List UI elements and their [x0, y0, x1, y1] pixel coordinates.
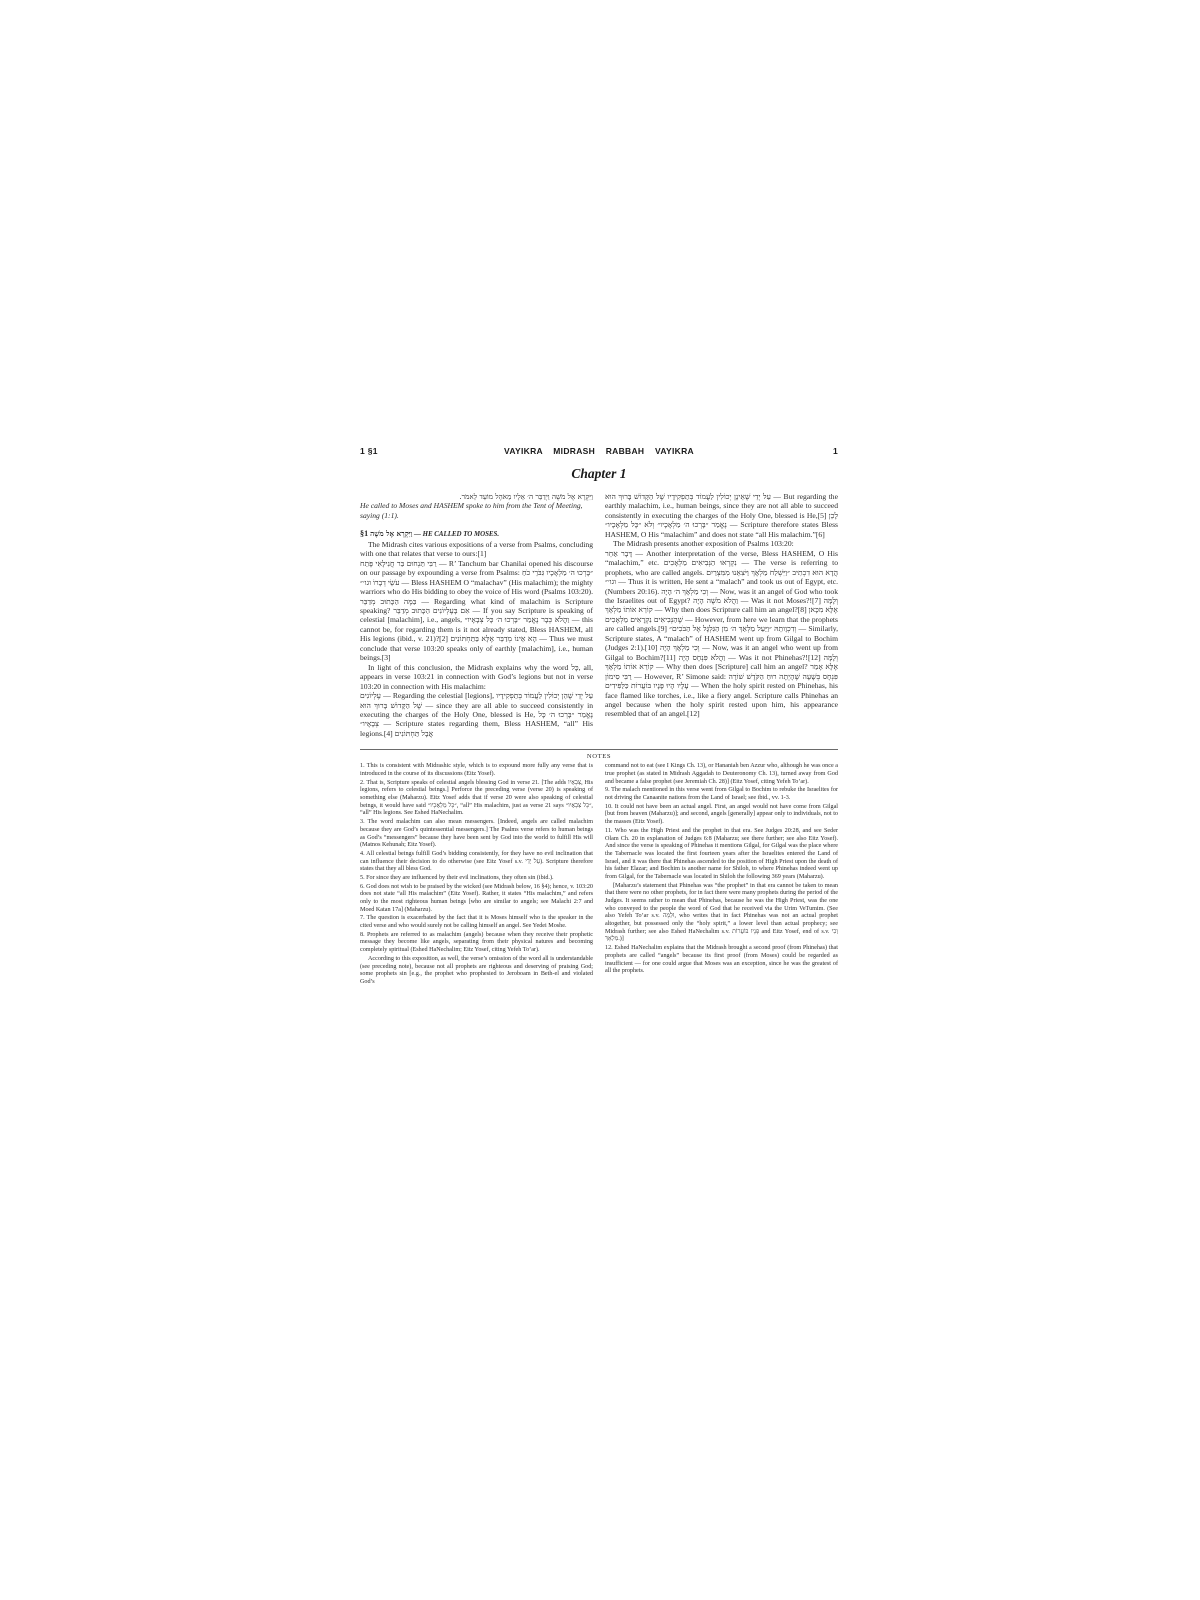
note: 10. It could not have been an actual angel. First, an angel would not have come from Gilgal [but from heaven (Maharzu)]; and second, angels [generally] appear only to individuals, not to the masses (Eitz Yosef). — [605, 803, 838, 826]
note: [Maharzu’s statement that Phinehas was “the prophet” in that era cannot be taken to mean that there were no other prophets, for in fact there were many prophets during the period of the Judges. It seems rather to mean that Phinehas, because he was the High Priest, was the one who conveyed to the people the word of God that he received via the Urim VeTumim. (See also Yefeh To’ar s.v. וּלְמָה, who writes that in fact Phinehas was not an actual prophet altogether, but possessed only the “holy spirit,” a lower level than actual prophecy; see Midrash further; see also Eshed HaNechalim s.v. פָּנָיו בּוֹעֲרוֹת and Eitz Yosef, end of s.v. וְכִי מַלְאָךְ.)] — [605, 882, 838, 943]
note: 12. Eshed HaNechalim explains that the Midrash brought a second proof (from Phinehas) that prophets are called “angels” because its first proof (from Moses) could be regarded as insufficient — for one could argue that Moses was an exception, since he was the greatest of all the prophets. — [605, 945, 838, 975]
verse-hebrew: וַיִּקְרָא אֶל מֹשֶׁה וַיְדַבֵּר ה׳ אֵלָיו מֵאֹהֶל מוֹעֵד לֵאמֹר. — [459, 492, 593, 501]
running-head — [360, 446, 838, 460]
note: 11. Who was the High Priest and the prophet in that era. See Judges 20:28, and see Seder Olam Ch. 20 in explanation of Judges 6:8 (Maharzu; see there further; see also Eitz Yosef). And since the verse is speaking of Phinehas it mentions Gilgal, for Gilgal was the place where the Tabernacle was located the first fourteen years after the Israelites entered the Land of Israel, and it was there that Phinehas ascended to the position of High Priest upon the death of his father Elazar; and Bochim is another name for Shiloh, to where Phinehas indeed went up from Gilgal, for the Tabernacle was located in Shiloh the following 369 years (Maharzu). — [605, 827, 838, 880]
right-column — [605, 492, 838, 738]
running-head-page-number: 1 — [832, 446, 838, 456]
note: 3. The word malachim can also mean messengers. [Indeed, angels are called malachim because they are God’s quintessential messengers.] The Psalms verse refers to human beings as God’s “messengers” because they have been sent by God into the world to fulfill His will (Matnos Kehunah; Eitz Yosef). — [360, 819, 593, 849]
note: According to this exposition, as well, the verse’s omission of the word all is understandable (see preceding note), because not all prophets are righteous and deserving of praising God; some prophets sin [e.g., the prophet who prophesied to Jeroboam in Beth-el and violated God’s — [360, 955, 593, 985]
section-hebrew: וַיִּקְרָא אֶל מֹשֶׁה — [370, 529, 413, 539]
note: 5. For since they are influenced by their evil inclinations, they often sin (ibid.). — [360, 874, 554, 881]
notes-title: NOTES — [586, 753, 612, 761]
paragraph: In light of this conclusion, the Midrash explains why the word כָּל, all, appears in verse 103:21 in connection with God’s legions but not in verse 103:20 in connection with His malachim: — [360, 662, 593, 691]
chapter-title: Chapter 1 — [571, 466, 627, 481]
verse-block — [360, 492, 593, 520]
paragraph: עֶלְיוֹנִים — Regarding the celestial [legions], עַל יְדֵי שֶׁהֵן יְכוֹלִין לַעֲמוֹד בְּתַפְקִידָיו שֶׁל הַקָּדוֹשׁ בָּרוּךְ הוּא — since they are all able to succeed consistently in executing the charges of the Holy One, blessed is He, נֶאֱמַר ״בָּרְכוּ ה׳ כָּל צְבָאָיו״ — Scripture states regarding them, Bless HASHEM, “all” His legions.[4] אֲבָל תַּחְתּוֹנִים — [360, 691, 593, 738]
paragraph: The Midrash cites various expositions of a verse from Psalms, concluding with one that relates that verse to ours:[1] — [360, 539, 593, 559]
running-head-left: 1 §1 — [360, 446, 378, 456]
note: 1. This is consistent with Midrashic style, which is to expound more fully any verse that is introduced in the course of its discussions (Eitz Yosef). — [360, 763, 593, 778]
note: 7. The question is exacerbated by the fact that it is Moses himself who is the speaker in the cited verse and who would surely not be calling himself an angel. See Yedei Moshe. — [360, 915, 593, 930]
notes-divider — [360, 749, 838, 750]
note: 8. Prophets are referred to as malachim (angels) because when they receive their prophetic message they become like angels, separating from their physical natures and becoming completely spiritual (Eshed HaNechalim; Eitz Yosef, citing Yefeh To’ar). — [360, 931, 593, 954]
paragraph: עַל יְדֵי שֶׁאֵינָן יְכוֹלִין לַעֲמוֹד בְּתַפְקִידָיו שֶׁל הַקָּדוֹשׁ בָּרוּךְ הוּא — But regarding the earthly malachim, i.e., human beings, since they are not all able to succeed consistently in executing the charges of the Holy One, blessed is He,[5] לָכֵן נֶאֱמַר ״בָּרְכוּ ה׳ מַלְאָכָיו״ וְלֹא ״כָּל מַלְאָכָיו״ — Scripture therefore states Bless HASHEM, O His “malachim” and does not state “all His malachim.”[6] — [605, 492, 838, 539]
section-heading — [360, 529, 593, 539]
verse-english: He called to Moses and HASHEM spoke to him from the Tent of Meeting, saying (1:1). — [360, 501, 583, 520]
main-text — [360, 492, 838, 738]
paragraph: דָּבָר אַחֵר — Another interpretation of the verse, Bless HASHEM, O His “malachim,” etc. נִקְרְאוּ הַנְּבִיאִים מַלְאָכִים — The verse is referring to prophets, who are called angels. הֲדָא הוּא דִכְתִיב ״וַיִּשְׁלַח מַלְאָךְ וַיֹּצִאֵנוּ מִמִּצְרַיִם וגו׳״ — Thus it is written, He sent a “malach” and took us out of Egypt, etc. (Numbers 20:16). וְכִי מַלְאָךְ ה׳ הָיָה — Now, was it an angel of God who took the Israelites out of Egypt? וַהֲלֹא מֹשֶׁה הָיָה — Was it not Moses?![7] וְלָמָּה קוֹרֵא אוֹתוֹ מַלְאָךְ — Why then does Scripture call him an angel?[8] אֶלָּא מִכָּאן שֶׁהַנְּבִיאִים נִקְרָאִים מַלְאָכִים — However, from here we learn that the prophets are called angels.[9] וְדִכְוָותֵהּ ״וַיַּעַל מַלְאַךְ ה׳ מִן הַגִּלְגָּל אֶל הַבֹּכִים״ — Similarly, Scripture states, A “malach” of HASHEM went up from Gilgal to Bochim (Judges 2:1).[10] וְכִי מַלְאָךְ הָיָה — Now, was it an angel who went up from Gilgal to Bochim?[11] וַהֲלֹא פִּנְחָס הָיָה — Was it not Phinehas?![12] וְלָמָּה קוֹרֵא אוֹתוֹ מַלְאָךְ — Why then does [Scripture] call him an angel? אֶלָּא אָמַר רַבִּי סִימוֹן — However, R’ Simone said: פִּנְחָס בְּשָׁעָה שֶׁהָיְתָה רוּחַ הַקֹּדֶשׁ שׁוֹרָה עָלָיו הָיוּ פָּנָיו בּוֹעֲרוֹת כַּלַּפִּידִים — When the holy spirit rested on Phinehas, his face flamed like torches, i.e., like a fiery angel. Scripture calls Phinehas an angel because when the holy spirit rested upon him, his appearance resembled that of an angel.[12] — [605, 548, 839, 719]
note: 2. That is, Scripture speaks of celestial angels blessing God in verse 21. [The adds צְבָאָיו, His legions, refers to celestial beings.] Perforce the preceding verse (verse 20) is speaking of something else (Maharzu). Eitz Yosef adds that if verse 20 were also speaking of celestial beings, it would have said ״כָּל מַלְאָכָיו״, “all” His malachim, just as verse 21 says ״כָּל צְבָאָיו״, “all” His legions. See Eshed HaNechalim. — [360, 779, 593, 817]
running-head-title: VAYIKRA MIDRASH RABBAH VAYIKRA — [504, 446, 694, 456]
note: 6. God does not wish to be praised by the wicked (see Midrash below, 16 §4); hence, v. 103:20 does not state “all His malachim” (Eitz Yosef). Rather, it states “His malachim,” and refers only to the most righteous human beings [who are similar to angels; see Malachi 2:7 and Moed Katan 17a] (Maharzu). — [360, 883, 593, 913]
section-english: — HE CALLED TO MOSES. — [412, 531, 500, 539]
left-column — [360, 492, 593, 738]
paragraph: The Midrash presents another exposition of Psalms 103:20: — [613, 539, 794, 549]
notes-right-column — [605, 763, 838, 987]
note: 4. All celestial beings fulfill God’s bidding consistently, for they have no evil inclination that can influence their decision to do otherwise (see Eitz Yosef s.v. עַל יְדֵי). Scripture therefore states that they all bless God. — [360, 850, 593, 873]
notes-section — [360, 763, 838, 987]
note: command not to eat (see I Kings Ch. 13), or Hananiah ben Azzur who, although he was once a true prophet (as stated in Midrash Aggadah to Deuteronomy Ch. 13), turned away from God and became a false prophet (see Jeremiah Ch. 28)] (Eitz Yosef, citing Yefeh To’ar). — [605, 763, 838, 785]
book-page — [360, 446, 838, 988]
notes-left-column — [360, 763, 593, 987]
note: 9. The malach mentioned in this verse went from Gilgal to Bochim to rebuke the Israelites for not driving the Canaanite nations from the Land of Israel; see ibid., vv. 1-3. — [605, 787, 838, 802]
section-mark: §1 — [360, 529, 369, 539]
paragraph: רַבִּי תַּנְחוּם בַּר חֲנִילָאִי פָּתַח — R’ Tanchum bar Chanilai opened his discourse on our passage by expounding a verse from Psalms: ״בָּרְכוּ ה׳ מַלְאָכָיו גִּבֹּרֵי כֹחַ עֹשֵׂי דְבָרוֹ וגו׳״ — Bless HASHEM O “malachav” (His malachim); the mighty warriors who do His bidding to obey the voice of His word (Psalms 103:20). בַּמֶּה הַכָּתוּב מְדַבֵּר — Regarding what kind of malachim is Scripture speaking? אִם בָּעֶלְיוֹנִים הַכָּתוּב מְדַבֵּר — If you say Scripture is speaking of celestial [malachim], i.e., angels, וַהֲלֹא כְּבָר נֶאֱמַר ״בָּרְכוּ ה׳ כָּל צְבָאָיו״ — this cannot be, for regarding them is it not already stated, Bless HASHEM, all His legions (ibid., v. 21)?[2] הָא אֵינוֹ מְדַבֵּר אֶלָּא בַּתַּחְתּוֹנִים — Thus we must conclude that verse 103:20 speaks only of earthly [malachim], i.e., human beings.[3] — [360, 558, 594, 663]
